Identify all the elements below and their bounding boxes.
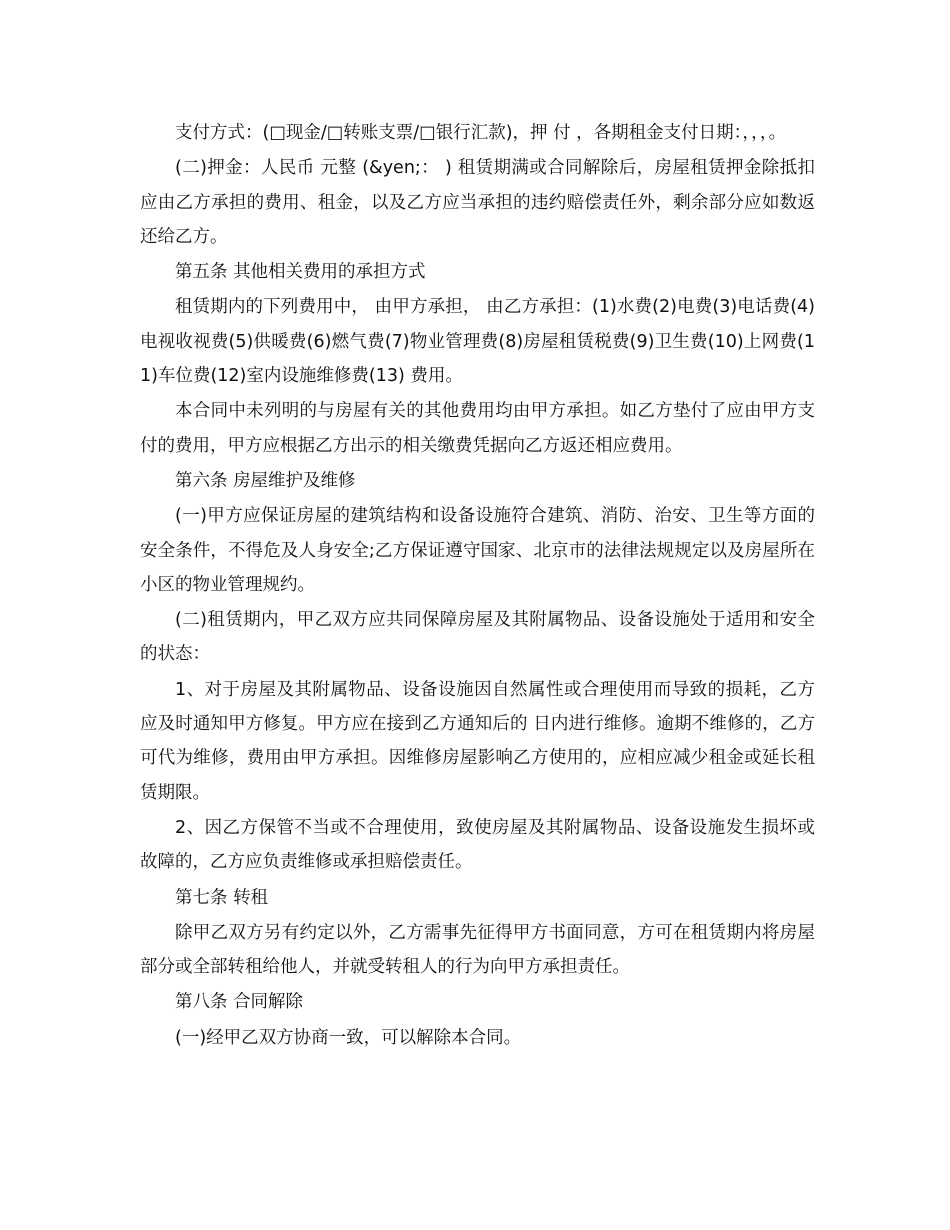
maintenance-item-2: 2、因乙方保管不当或不合理使用，致使房屋及其附属物品、设备设施发生损坏或故障的，乙方应负责维修或承担赔偿责任。 bbox=[140, 817, 815, 873]
article-7-heading: 第七条 转租 bbox=[175, 887, 269, 908]
maintenance-item-1: 1、对于房屋及其附属物品、设备设施因自然属性或合理使用而导致的损耗，乙方应及时通知甲方修复。甲方应在接到乙方通知后的 日内进行维修。逾期不维修的，乙方可代为维修，费用由甲方承担。因维修房屋影响乙方使用的，应相应减少租金或延长租赁期限。 bbox=[140, 679, 815, 803]
article-8-heading: 第八条 合同解除 bbox=[175, 992, 304, 1013]
maintenance-clause-1: (一)甲方应保证房屋的建筑结构和设备设施符合建筑、消防、治安、卫生等方面的安全条件，不得危及人身安全;乙方保证遵守国家、北京市的法律法规规定以及房屋所在小区的物业管理规约。 bbox=[140, 506, 815, 595]
deposit-paragraph: (二)押金：人民币 元整 (&yen;： ) 租赁期满或合同解除后，房屋租赁押金除抵扣应由乙方承担的费用、租金，以及乙方应当承担的违约赔偿责任外，剩余部分应如数返还给乙方。 bbox=[140, 158, 815, 247]
article-5-heading: 第五条 其他相关费用的承担方式 bbox=[175, 262, 426, 283]
fee-list-paragraph: 租赁期内的下列费用中， 由甲方承担， 由乙方承担：(1)水费(2)电费(3)电话费(4)电视收视费(5)供暖费(6)燃气费(7)物业管理费(8)房屋租赁税费(9)卫生费(10)上网费(11)车位费(12)室内设施维修费(13) 费用。 bbox=[140, 297, 815, 387]
document-body bbox=[140, 116, 815, 1056]
article-6-heading: 第六条 房屋维护及维修 bbox=[175, 470, 356, 491]
other-fees-paragraph: 本合同中未列明的与房屋有关的其他费用均由甲方承担。如乙方垫付了应由甲方支付的费用，甲方应根据乙方出示的相关缴费凭据向乙方返还相应费用。 bbox=[140, 401, 815, 456]
maintenance-clause-2: (二)租赁期内，甲乙双方应共同保障房屋及其附属物品、设备设施处于适用和安全的状态： bbox=[140, 610, 815, 665]
sublease-paragraph: 除甲乙双方另有约定以外，乙方需事先征得甲方书面同意，方可在租赁期内将房屋部分或全部转租给他人，并就受转租人的行为向甲方承担责任。 bbox=[140, 922, 815, 978]
termination-clause-1: (一)经甲乙双方协商一致，可以解除本合同。 bbox=[175, 1027, 522, 1048]
payment-method-paragraph: 支付方式：(□现金/□转账支票/□银行汇款)，押 付 ，各期租金支付日期：，，，。 bbox=[175, 123, 787, 143]
